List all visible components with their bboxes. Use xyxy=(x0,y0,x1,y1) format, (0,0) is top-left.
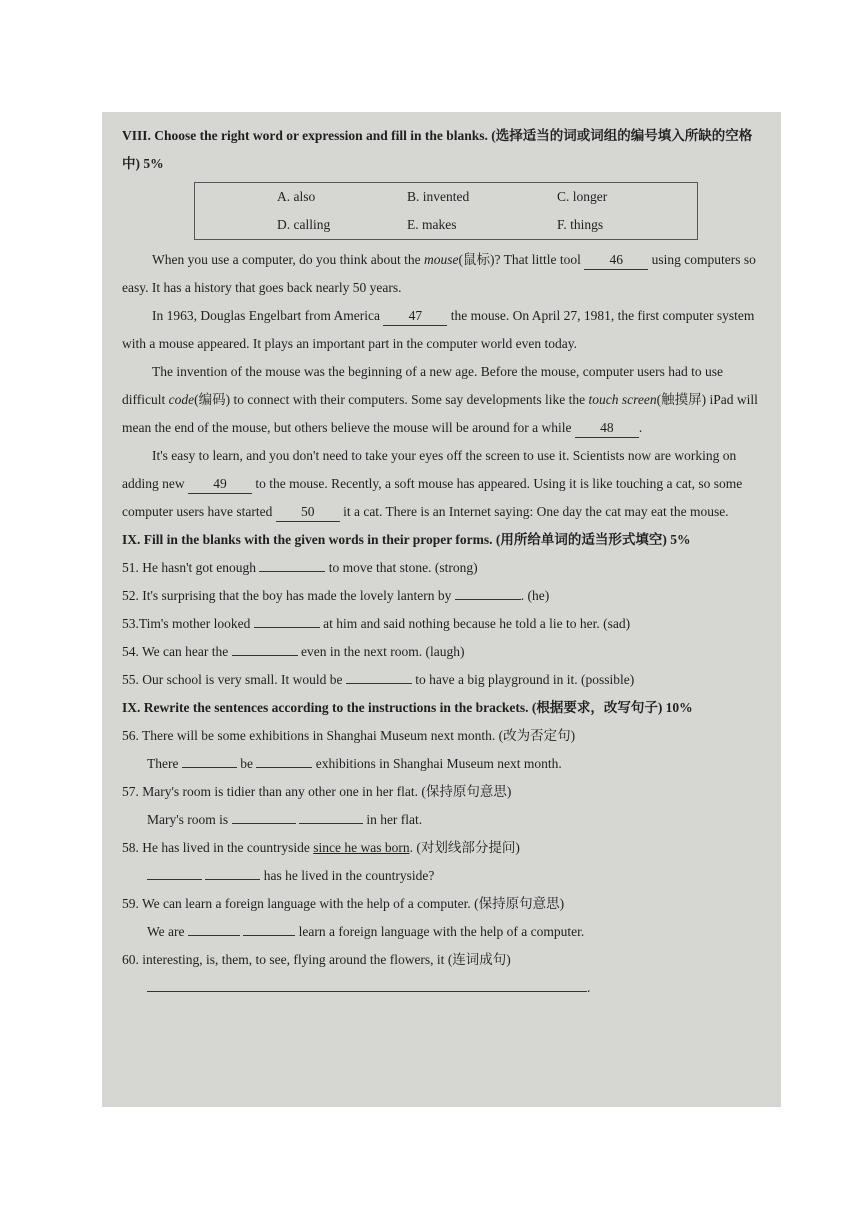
blank-46[interactable]: 46 xyxy=(584,251,648,270)
question-52 xyxy=(122,582,769,610)
text-italic: mouse xyxy=(424,252,459,267)
answer-58 xyxy=(122,862,769,890)
text: the mouse. On April 27, 1981, the first computer system with a mouse appeared. It plays an important part in the computer world even today. xyxy=(122,308,755,351)
blank-56a[interactable] xyxy=(182,767,237,768)
text: When you use a computer, do you think about the xyxy=(152,252,425,267)
exam-page xyxy=(102,112,781,1107)
question-55 xyxy=(122,666,769,694)
blank-58b[interactable] xyxy=(205,879,260,880)
section-8-title: VIII. Choose the right word or expression and fill in the blanks. (选择适当的词或词组的编号填入所缺的空格中) 5% xyxy=(122,128,753,171)
passage-paragraph-3 xyxy=(122,358,769,442)
text: 53.Tim's mother looked xyxy=(122,616,254,631)
text: to the mouse. Recently, a soft mouse has appeared. Using it is like touching a cat, so some computer users have started xyxy=(122,476,743,519)
text: . xyxy=(638,420,643,435)
blank-56b[interactable] xyxy=(256,767,312,768)
answer-line-60[interactable] xyxy=(147,977,587,992)
text: . (对划线部分提问) xyxy=(409,840,520,855)
blank-48[interactable]: 48 xyxy=(575,419,639,438)
option-a: A. also xyxy=(277,189,316,204)
text: it a cat. There is an Internet saying: One day the cat may eat the mouse. xyxy=(339,504,729,519)
text: 54. We can hear the xyxy=(122,644,232,659)
text: We are xyxy=(147,924,188,939)
passage-paragraph-4 xyxy=(122,442,769,526)
passage-paragraph-1 xyxy=(122,246,769,302)
text: 55. Our school is very small. It would be xyxy=(122,672,346,687)
section-10-title: IX. Rewrite the sentences according to the instructions in the brackets. (根据要求，改写句子) 10% xyxy=(122,700,693,715)
blank-47[interactable]: 47 xyxy=(383,307,447,326)
option-b: B. invented xyxy=(407,189,470,204)
text: (鼠标)? That little tool xyxy=(458,252,585,267)
text: at him and said nothing because he told a lie to her. (sad) xyxy=(319,616,631,631)
blank-53[interactable] xyxy=(254,627,320,628)
passage-paragraph-2 xyxy=(122,302,769,358)
question-60: 60. interesting, is, them, to see, flying around the flowers, it (连词成句) xyxy=(122,952,511,967)
blank-50[interactable]: 50 xyxy=(276,503,340,522)
text: The invention of the mouse was the beginning of a new age. Before the mouse, computer users had to use difficult xyxy=(122,364,723,407)
text-italic: touch screen xyxy=(588,392,657,407)
blank-52[interactable] xyxy=(455,599,521,600)
text: 58. He has lived in the countryside xyxy=(122,840,314,855)
text: It's easy to learn, and you don't need to take your eyes off the screen to use it. Scientists now are working on adding new xyxy=(122,448,737,491)
text: . (he) xyxy=(520,588,550,603)
question-59: 59. We can learn a foreign language with the help of a computer. (保持原句意思) xyxy=(122,896,565,911)
option-c: C. longer xyxy=(557,189,608,204)
text-italic: code xyxy=(168,392,195,407)
text: exhibitions in Shanghai Museum next month. xyxy=(312,756,562,771)
text: Mary's room is xyxy=(147,812,232,827)
text: to move that stone. (strong) xyxy=(325,560,478,575)
blank-55[interactable] xyxy=(346,683,412,684)
option-d: D. calling xyxy=(277,217,331,232)
blank-59a[interactable] xyxy=(188,935,240,936)
question-58 xyxy=(122,834,769,862)
question-54 xyxy=(122,638,769,666)
text: 51. He hasn't got enough xyxy=(122,560,260,575)
text: has he lived in the countryside? xyxy=(260,868,435,883)
text: to have a big playground in it. (possible) xyxy=(411,672,635,687)
answer-59 xyxy=(122,918,769,946)
blank-57b[interactable] xyxy=(299,823,363,824)
answer-60 xyxy=(122,974,769,1002)
text: (编码) to connect with their computers. Some say developments like the xyxy=(194,392,589,407)
text: 52. It's surprising that the boy has made the lovely lantern by xyxy=(122,588,455,603)
blank-57a[interactable] xyxy=(232,823,296,824)
text: There xyxy=(147,756,182,771)
text: in her flat. xyxy=(362,812,423,827)
text: In 1963, Douglas Engelbart from America xyxy=(152,308,384,323)
question-57: 57. Mary's room is tidier than any other one in her flat. (保持原句意思) xyxy=(122,784,512,799)
text: (触摸屏) iPad will mean the end of the mouse, but others believe the mouse will be around for a while xyxy=(122,392,758,435)
question-56: 56. There will be some exhibitions in Shanghai Museum next month. (改为否定句) xyxy=(122,728,576,743)
text: using computers so easy. It has a history that goes back nearly 50 years. xyxy=(122,252,756,295)
text: even in the next room. (laugh) xyxy=(297,644,465,659)
word-options-box xyxy=(194,182,698,240)
blank-49[interactable]: 49 xyxy=(188,475,252,494)
text: be xyxy=(236,756,257,771)
question-53 xyxy=(122,610,769,638)
question-51 xyxy=(122,554,769,582)
blank-59b[interactable] xyxy=(243,935,295,936)
option-e: E. makes xyxy=(407,217,457,232)
option-f: F. things xyxy=(557,217,604,232)
underlined-text: since he was born xyxy=(313,840,410,855)
blank-51[interactable] xyxy=(259,571,325,572)
blank-54[interactable] xyxy=(232,655,298,656)
blank-58a[interactable] xyxy=(147,879,202,880)
text: . xyxy=(587,980,591,995)
answer-56 xyxy=(122,750,769,778)
text: learn a foreign language with the help of a computer. xyxy=(295,924,585,939)
section-9-title: IX. Fill in the blanks with the given words in their proper forms. (用所给单词的适当形式填空) 5% xyxy=(122,532,691,547)
answer-57 xyxy=(122,806,769,834)
